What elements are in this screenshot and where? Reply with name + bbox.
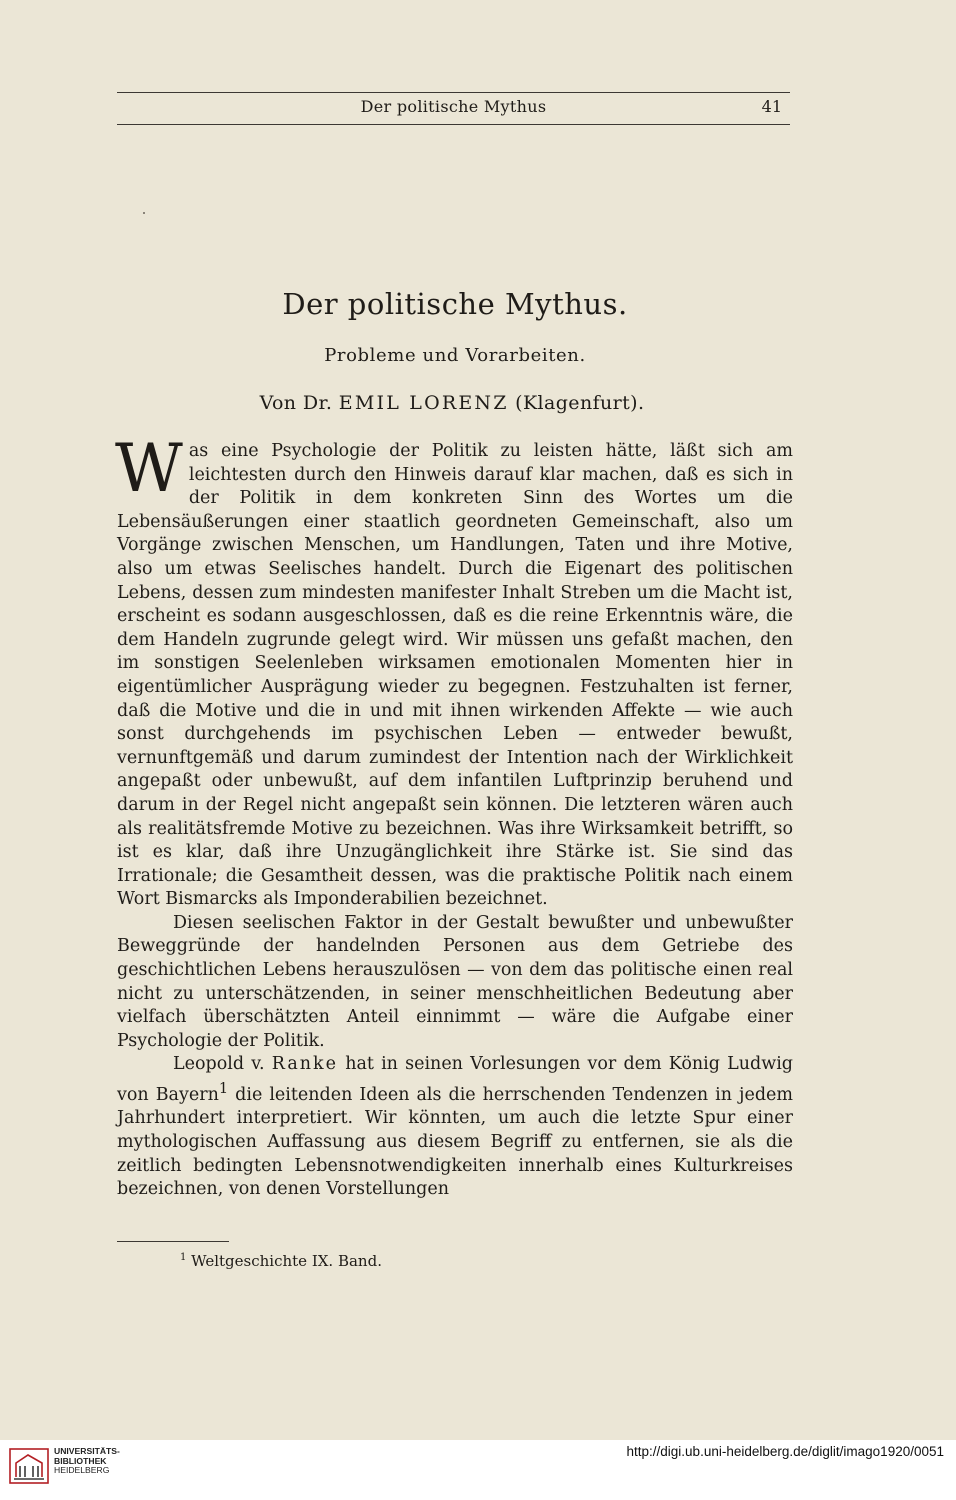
- article-title: Der politische Mythus.: [282, 287, 628, 321]
- library-logo-icon: [8, 1447, 50, 1485]
- author-name: EMIL LORENZ: [338, 392, 509, 414]
- article-body: [115, 430, 793, 1202]
- paragraph-3-start: Leopold v.: [173, 1054, 265, 1075]
- paragraph-1: [115, 430, 793, 912]
- footnote-marker: 1: [180, 1252, 187, 1263]
- print-speck: [143, 212, 145, 214]
- paragraph-1-text: as eine Psychologie der Politik zu leisten hätte, läßt sich am leichtesten durch den Hinweis darauf klar machen, daß es sich in der Politik in dem konkreten Sinn des Wortes um die Lebensäußerungen einer staatlich geordneten Gemeinschaft, also um Vorgänge zwischen Menschen, um Handlungen, Taten und ihre Motive, also um etwas Seelisches handelt. Durch die Eigenart des politischen Lebens, dessen zum mindesten manifester Inhalt Streben um die Macht ist, erscheint es sodann ausgeschlossen, daß es die reine Erkenntnis wäre, die dem Handeln zugrunde gelegt wird. Wir müssen uns gefaßt machen, den im sonstigen Seelenleben wirksamen emotionalen Momenten hier in eigentümlicher Ausprägung wieder zu begegnen. Festzuhalten ist ferner, daß die Motive und die in und mit ihnen wirkenden Affekte — wie auch sonst durchgehends im psychischen Leben — entweder bewußt, vernunftgemäß und darum zumindest der Intention nach der Wirklichkeit angepaßt oder unbewußt, auf dem infantilen Luftprinzip beruhend und darum in der Regel nicht angepaßt sein können. Die letzteren wären auch als realitätsfremde Motive zu bezeichnen. Was ihre Wirksamkeit betrifft, so ist es klar, daß ihre Unzugänglichkeit ihre Stärke ist. Sie sind das Irrationale; die Gesamtheit dessen, was die praktische Politik nach einem Wort Bismarcks als Imponderabilien bezeichnet.: [117, 441, 793, 910]
- footnote: [180, 1252, 382, 1270]
- footnote-text: Weltgeschichte IX. Band.: [191, 1252, 382, 1270]
- header-bottom-rule: [117, 124, 790, 125]
- source-url-link[interactable]: http://digi.ub.uni-heidelberg.de/diglit/imago1920/0051: [626, 1444, 944, 1459]
- paragraph-3: [117, 1053, 793, 1201]
- byline-prefix: Von Dr.: [259, 392, 333, 414]
- library-name-line-3: HEIDELBERG: [54, 1465, 110, 1476]
- ranke-name: Ranke: [271, 1054, 339, 1075]
- paragraph-3-end: die leitenden Ideen als die herrschenden Tendenzen in jedem Jahrhundert interpretiert. Wir könnten, um auch die letzte Spur einer mythologischen Auffassung aus diesem Begriff zu entfernen, sie als die zeitlich bedingten Lebensnotwendigkeiten innerhalb eines Kulturkreises bezeichnen, von denen Vorstellungen: [117, 1084, 793, 1200]
- footnote-reference[interactable]: 1: [218, 1080, 229, 1098]
- paragraph-3-mid: hat in seinen Vorlesungen vor dem König Ludwig von Bayern: [117, 1054, 793, 1105]
- article-subtitle: Probleme und Vorarbeiten.: [324, 345, 586, 366]
- page-number: 41: [761, 97, 782, 116]
- library-name-line-1: UNIVERSITÄTS-: [54, 1446, 120, 1456]
- running-header: [117, 97, 790, 121]
- article-byline: [0, 392, 904, 414]
- library-name-line-2: BIBLIOTHEK: [54, 1455, 107, 1466]
- paragraph-2: Diesen seelischen Faktor in der Gestalt bewußter und unbewußter Beweggründe der handelnden Personen aus dem Getriebe des geschichtlichen Lebens herauszulösen — von dem das politische einen real nicht zu unterschätzenden, in seiner menschheitlichen Bedeutung aber vielfach überschätzten Anteil einnimmt — wäre die Aufgabe einer Psychologie der Politik.: [117, 912, 793, 1051]
- drop-cap: W: [115, 430, 183, 507]
- library-name[interactable]: [54, 1447, 120, 1476]
- author-location: (Klagenfurt).: [515, 392, 645, 414]
- footnote-rule: [117, 1241, 229, 1242]
- running-title: Der politische Mythus: [360, 97, 547, 116]
- header-top-rule: [117, 92, 790, 93]
